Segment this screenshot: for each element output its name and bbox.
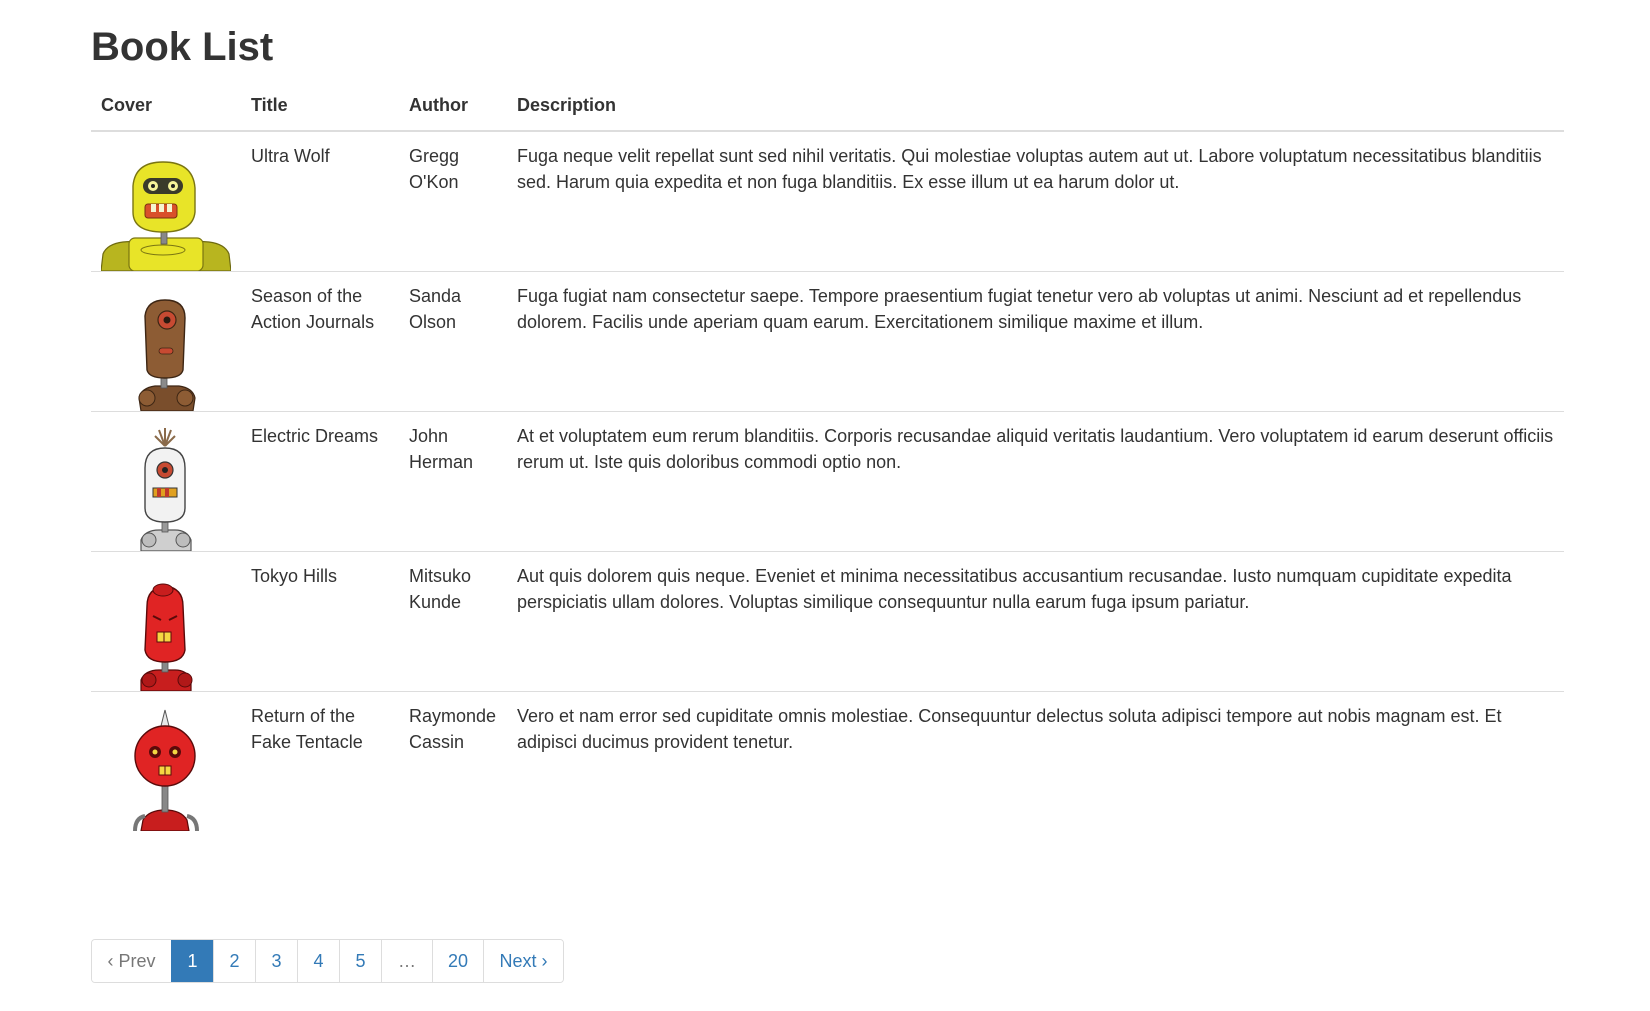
book-author: John Herman [399,411,507,551]
book-title: Season of the Action Journals [241,271,399,411]
page-title: Book List [91,25,274,69]
page-1-button[interactable]: 1 [171,940,213,982]
book-author: Raymonde Cassin [409,705,497,752]
book-description: At et voluptatem eum rerum blanditiis. Corporis recusandae aliquid veritatis laudantium. Vero voluptatem id earum deserunt officiis rerum ut. Iste quis doloribus commodi optio non. [507,411,1564,551]
page-4-button[interactable]: 4 [297,940,339,982]
red-round-robot-icon [101,706,231,831]
book-author: Sanda Olson [399,271,507,411]
cover-cell [91,691,241,831]
white-robot-icon [101,426,231,551]
page-3-button[interactable]: 3 [255,940,297,982]
table-header-row [91,82,1564,131]
red-robot-icon [101,566,231,691]
brown-robot-icon [101,286,231,411]
cover-cell [91,411,241,551]
yellow-robot-icon [101,146,231,271]
book-title: Ultra Wolf [241,131,399,271]
book-author: Gregg O'Kon [399,131,507,271]
column-header-description: Description [507,82,1564,131]
column-header-author: Author [399,82,507,131]
table-row [91,271,1564,411]
page-2-button[interactable]: 2 [213,940,255,982]
pagination [91,939,564,983]
book-title: Electric Dreams [241,411,399,551]
column-header-title: Title [241,82,399,131]
cover-cell [91,271,241,411]
table-row [91,691,1564,831]
book-table [91,82,1564,831]
table-row [91,411,1564,551]
page-5-button[interactable]: 5 [339,940,381,982]
book-description: Aut quis dolorem quis neque. Eveniet et minima necessitatibus accusantium recusandae. Iusto numquam cupiditate expedita perspiciatis ullam dolores. Voluptas similique consequuntur nulla earum fuga ipsum pariatur. [507,551,1564,691]
book-description: Vero et nam error sed cupiditate omnis molestiae. Consequuntur delectus soluta adipisci tempore aut nobis magnam est. Et adipisci ducimus provident tenetur. [517,705,1502,752]
book-title: Tokyo Hills [241,551,399,691]
book-title: Return of the Fake Tentacle [251,705,363,752]
page-20-button[interactable]: 20 [432,940,483,982]
column-header-cover: Cover [91,82,241,131]
prev-page-button[interactable]: ‹ Prev [92,940,171,982]
table-row [91,131,1564,271]
pagination-ellipsis: … [381,940,432,982]
book-description: Fuga fugiat nam consectetur saepe. Tempore praesentium fugiat tenetur vero ab voluptas ut animi. Nesciunt ad et repellendus dolorem. Facilis unde aperiam quam earum. Exercitationem similique maxime et illum. [507,271,1564,411]
book-author: Mitsuko Kunde [399,551,507,691]
cover-cell [91,551,241,691]
book-description: Fuga neque velit repellat sunt sed nihil veritatis. Qui molestiae voluptas autem aut ut. Labore voluptatum necessitatibus blanditiis sed. Harum quia expedita et non fuga blanditiis. Ex esse illum ut ea harum dolor ut. [507,131,1564,271]
next-page-button[interactable]: Next › [483,940,563,982]
cover-cell [91,131,241,271]
table-row [91,551,1564,691]
